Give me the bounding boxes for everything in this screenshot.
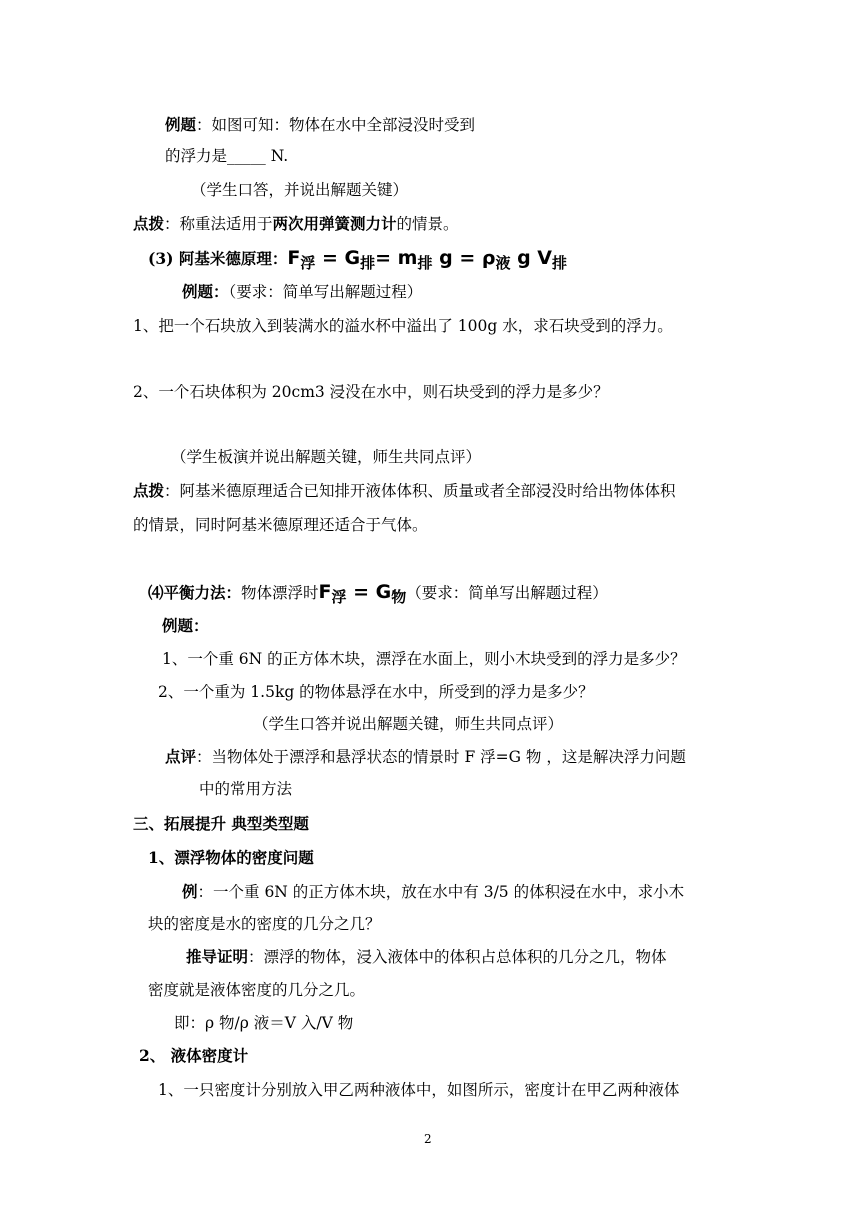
- example-label-3: 例题：: [162, 616, 209, 635]
- student-note-3: （学生口答并说出解题关键，师生共同点评）: [253, 715, 564, 733]
- student-note-1: （学生口答，并说出解题关键）: [191, 181, 409, 199]
- tip-line-1: 点拨：称重法适用于两次用弹簧测力计的情景。: [133, 214, 459, 233]
- section-heading-3: 三、拓展提升 典型类型题: [133, 814, 309, 833]
- answer-blank: _____: [227, 147, 266, 165]
- student-note-2: （学生板演并说出解题关键，师生共同点评）: [171, 448, 482, 466]
- comment-line-cont: 中的常用方法: [199, 780, 293, 798]
- tip-line-2: 点拨：阿基米德原理适合已知排开液体体积、质量或者全部浸没时给出物体体积: [133, 481, 676, 500]
- problem-1: 1、把一个石块放入到装满水的溢水杯中溢出了 100g 水，求石块受到的浮力。: [133, 317, 673, 335]
- example-requirement: 例题：（要求：简单写出解题过程）: [182, 282, 423, 301]
- example-label: 例题: [165, 115, 197, 134]
- balance-heading: ⑷平衡力法：物体漂浮时F浮 = G物（要求：简单写出解题过程）: [148, 581, 608, 606]
- tip-line-2-cont: 的情景，同时阿基米德原理还适合于气体。: [133, 516, 428, 534]
- balance-problem-2: 2、一个重为 1.5kg 的物体悬浮在水中，所受到的浮力是多少？: [158, 683, 594, 701]
- archimedes-heading: (3) 阿基米德原理：F浮 = G排= m排 g = ρ液 g V排: [148, 247, 568, 272]
- example-line-2: 的浮力是_____ N.: [165, 147, 289, 165]
- comment-line: 点评：当物体处于漂浮和悬浮状态的情景时 F 浮=G 物 ，这是解决浮力问题: [165, 747, 686, 766]
- proof-line: 推导证明：漂浮的物体，浸入液体中的体积占总体积的几分之几，物体: [186, 947, 667, 966]
- example-line-1: 例题：如图可知：物体在水中全部浸没时受到: [165, 115, 476, 134]
- proof-line-cont: 密度就是液体密度的几分之几。: [148, 981, 366, 999]
- hydrometer-problem: 1、一只密度计分别放入甲乙两种液体中，如图所示，密度计在甲乙两种液体: [158, 1081, 680, 1099]
- density-example-cont: 块的密度是水的密度的几分之几？: [148, 915, 381, 933]
- balance-problem-1: 1、一个重 6N 的正方体木块，漂浮在水面上，则小木块受到的浮力是多少？: [162, 650, 686, 668]
- subheading-floating-density: 1、漂浮物体的密度问题: [148, 848, 314, 867]
- subheading-hydrometer: 2、 液体密度计: [139, 1046, 249, 1065]
- density-formula: 即：ρ 物/ρ 液＝V 入/V 物: [174, 1014, 354, 1032]
- page-number: 2: [424, 1132, 432, 1146]
- problem-2: 2、一个石块体积为 20cm3 浸没在水中，则石块受到的浮力是多少？: [133, 383, 609, 401]
- density-example: 例：一个重 6N 的正方体木块，放在水中有 3/5 的体积浸在水中，求小木: [182, 882, 685, 901]
